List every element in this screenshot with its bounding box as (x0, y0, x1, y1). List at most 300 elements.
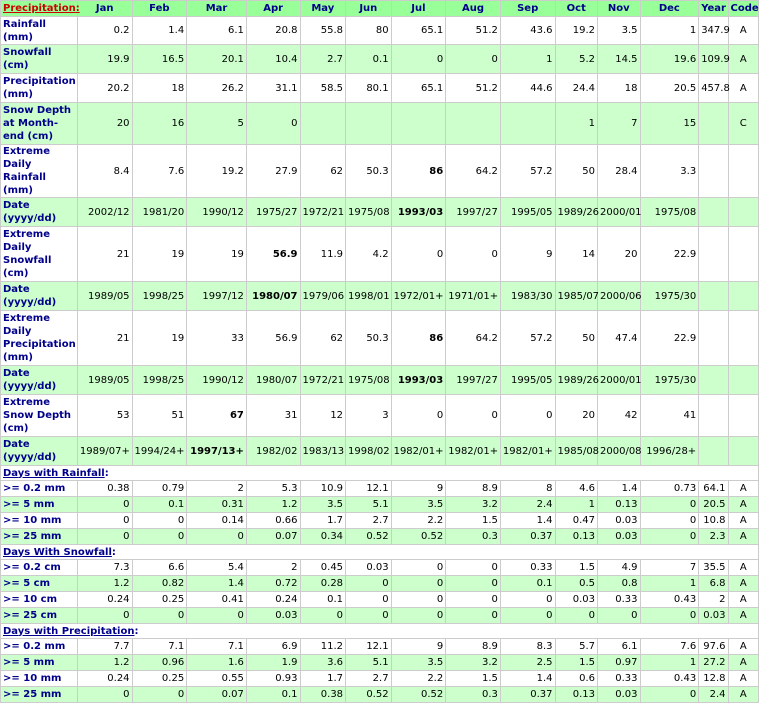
row-label: >= 5 cm (1, 576, 77, 591)
table-cell: 5.1 (346, 497, 391, 512)
table-cell: 0.1 (346, 45, 391, 73)
table-cell: 62 (301, 145, 346, 197)
section-header (1, 624, 758, 638)
table-cell: 5.3 (247, 481, 300, 496)
table-cell: 3.6 (301, 655, 346, 670)
table-row (1, 395, 758, 436)
table-row (1, 513, 758, 528)
table-cell: 1995/05 (501, 198, 555, 226)
table-row (1, 227, 758, 281)
table-cell: 0.34 (301, 529, 346, 544)
table-cell: 22.9 (641, 311, 699, 365)
table-cell: 0.5 (556, 576, 598, 591)
table-cell: 0.13 (556, 687, 598, 702)
table-cell: 3.5 (301, 497, 346, 512)
table-cell: 1989/05 (78, 366, 132, 394)
table-cell: 21 (78, 311, 132, 365)
table-row (1, 366, 758, 394)
table-cell: 1989/26 (556, 198, 598, 226)
table-cell: 0 (556, 608, 598, 623)
table-cell: 1983/13 (301, 437, 346, 465)
table-cell: 5.2 (556, 45, 598, 73)
row-label: >= 0.2 mm (1, 481, 77, 496)
col-year: Year (701, 3, 726, 14)
table-cell: 2.2 (392, 671, 446, 686)
table-cell: 20.5 (641, 74, 699, 102)
table-cell: A (729, 560, 758, 575)
table-cell: 19.6 (641, 45, 699, 73)
table-cell: 1 (641, 17, 699, 44)
section-title-precipitation (1, 1, 80, 16)
table-cell: 0.2 (78, 17, 132, 44)
table-cell: 0.79 (133, 481, 187, 496)
table-cell: 1.7 (301, 671, 346, 686)
table-cell: 1998/25 (133, 366, 187, 394)
table-cell: 1980/07 (247, 366, 300, 394)
table-cell: 1975/08 (641, 198, 699, 226)
row-label: Date (yyyy/dd) (1, 437, 77, 465)
row-label: Extreme Daily Snowfall (cm) (1, 227, 77, 281)
table-cell: 0 (133, 608, 187, 623)
table-row (1, 639, 758, 654)
table-cell: C (729, 103, 758, 144)
table-cell: 11.9 (301, 227, 346, 281)
table-cell: 6.6 (133, 560, 187, 575)
table-cell: 21 (78, 227, 132, 281)
table-cell: 0.93 (247, 671, 300, 686)
record-value: 86 (429, 165, 444, 177)
row-label: Rainfall (mm) (1, 17, 77, 44)
table-cell: 0 (641, 687, 699, 702)
table-cell: 1982/01+ (392, 437, 446, 465)
table-cell (699, 311, 727, 365)
table-cell: 0 (641, 513, 699, 528)
table-cell: A (729, 687, 758, 702)
section-header (1, 545, 758, 559)
table-cell: 347.9 (699, 17, 727, 44)
table-cell: 15 (641, 103, 699, 144)
table-cell: 0 (446, 45, 500, 73)
table-cell: 0 (78, 687, 132, 702)
table-cell: 0 (446, 560, 500, 575)
table-cell: A (729, 74, 758, 102)
table-cell: 2.4 (699, 687, 727, 702)
table-cell: 10.4 (247, 45, 300, 73)
table-cell: 0 (187, 529, 246, 544)
table-cell: 35.5 (699, 560, 727, 575)
table-cell (392, 198, 446, 226)
section-title (1, 624, 758, 638)
table-cell: 0 (641, 497, 699, 512)
table-cell: 0.3 (446, 687, 500, 702)
table-cell: 0.47 (556, 513, 598, 528)
table-cell (729, 282, 758, 310)
record-value: 67 (229, 410, 244, 421)
table-cell (729, 366, 758, 394)
table-row (1, 576, 758, 591)
table-cell: 0.43 (641, 671, 699, 686)
table-cell: 20.1 (187, 45, 246, 73)
table-cell: 0 (641, 529, 699, 544)
table-cell: 80 (346, 17, 391, 44)
table-cell: 0.31 (187, 497, 246, 512)
table-cell: 50 (556, 311, 598, 365)
table-cell: 31.1 (247, 74, 300, 102)
table-cell: 0 (133, 687, 187, 702)
table-cell: 18 (133, 74, 187, 102)
table-cell: A (729, 45, 758, 73)
col-aug: Aug (446, 1, 500, 16)
table-cell: 50.3 (346, 311, 391, 365)
table-cell: 20.8 (247, 17, 300, 44)
table-cell: 1.4 (133, 17, 187, 44)
table-cell: 1975/08 (346, 198, 391, 226)
table-cell: 4.6 (556, 481, 598, 496)
header-row (1, 1, 758, 16)
table-cell (392, 311, 446, 365)
table-cell: 1981/20 (133, 198, 187, 226)
table-cell: A (729, 592, 758, 607)
table-cell: 0.03 (598, 687, 640, 702)
table-cell: 0.03 (598, 513, 640, 528)
table-cell: 20 (598, 227, 640, 281)
table-cell (729, 227, 758, 281)
table-cell (392, 103, 446, 144)
row-label: Extreme Daily Precipitation (mm) (3, 313, 76, 363)
table-cell: 8 (501, 481, 555, 496)
table-cell: 19.2 (556, 17, 598, 44)
table-cell: 0.33 (598, 592, 640, 607)
table-cell: 1.9 (247, 655, 300, 670)
table-cell: 26.2 (187, 74, 246, 102)
table-cell: 28.4 (598, 145, 640, 197)
table-cell: 1.2 (247, 497, 300, 512)
table-cell: 50 (556, 145, 598, 197)
table-cell: 0 (392, 576, 446, 591)
table-cell: 11.2 (301, 639, 346, 654)
table-cell: 19.9 (78, 45, 132, 73)
table-cell: 1971/01+ (446, 282, 500, 310)
table-cell: 0.82 (133, 576, 187, 591)
table-cell (346, 103, 391, 144)
table-cell: 18 (598, 74, 640, 102)
table-cell: 41 (641, 395, 699, 436)
table-cell: 0.72 (247, 576, 300, 591)
table-cell: 0.1 (247, 687, 300, 702)
table-cell: 27.2 (699, 655, 727, 670)
table-cell: 3.5 (392, 497, 446, 512)
table-cell: 27.9 (247, 145, 300, 197)
table-cell: 0.25 (133, 671, 187, 686)
table-cell: 51.2 (446, 17, 500, 44)
table-row (1, 45, 758, 73)
table-cell: A (729, 671, 758, 686)
table-cell: 2002/12 (78, 198, 132, 226)
table-cell: 0 (247, 103, 300, 144)
table-cell: 1.5 (556, 655, 598, 670)
table-cell: 16.5 (133, 45, 187, 73)
table-cell: 14.5 (598, 45, 640, 73)
table-cell: 0.03 (598, 529, 640, 544)
table-cell: 1997/27 (446, 366, 500, 394)
table-cell: 1982/01+ (446, 437, 500, 465)
table-cell (729, 437, 758, 465)
record-value: 1980/07 (252, 290, 298, 302)
table-cell: 1.5 (446, 671, 500, 686)
table-cell: 0 (501, 395, 555, 436)
table-cell: 0 (392, 227, 446, 281)
table-cell: 2.7 (346, 671, 391, 686)
table-cell: 65.1 (392, 74, 446, 102)
table-cell: 8.3 (501, 639, 555, 654)
table-cell: A (729, 17, 758, 44)
row-label: >= 0.2 cm (1, 560, 77, 575)
table-cell: 0.6 (556, 671, 598, 686)
table-cell: 0 (346, 576, 391, 591)
table-cell: 10.8 (699, 513, 727, 528)
table-cell: 1.4 (598, 481, 640, 496)
table-cell: 0 (133, 513, 187, 528)
table-cell: 9 (392, 639, 446, 654)
row-label: >= 25 mm (1, 687, 77, 702)
table-cell: 0 (501, 592, 555, 607)
table-cell: 0.24 (78, 671, 132, 686)
table-cell: 1 (501, 45, 555, 73)
table-cell: 0.07 (187, 687, 246, 702)
table-cell: 64.2 (446, 145, 500, 197)
table-cell: 22.9 (641, 227, 699, 281)
table-cell: 0.03 (346, 560, 391, 575)
table-cell: A (729, 576, 758, 591)
table-cell: 0 (641, 608, 699, 623)
table-cell (699, 145, 727, 197)
table-cell (301, 103, 346, 144)
table-cell: 0 (392, 395, 446, 436)
table-cell: 0.33 (501, 560, 555, 575)
table-cell: 2000/01 (598, 198, 640, 226)
row-label: >= 25 cm (1, 608, 77, 623)
table-cell: 2.7 (346, 513, 391, 528)
table-cell: 7.6 (133, 145, 187, 197)
table-cell: 0.45 (301, 560, 346, 575)
table-cell: 0.66 (247, 513, 300, 528)
table-cell: 0.52 (392, 529, 446, 544)
table-cell (187, 437, 246, 465)
table-cell: 0 (501, 608, 555, 623)
table-cell (729, 145, 758, 197)
table-row (1, 103, 758, 144)
section-title-suffix: : (111, 546, 116, 558)
table-cell: 12.1 (346, 639, 391, 654)
table-cell: 62 (301, 311, 346, 365)
table-cell (699, 437, 727, 465)
table-cell: 24.4 (556, 74, 598, 102)
table-cell: 43.6 (501, 17, 555, 44)
table-cell: 0 (78, 513, 132, 528)
table-row (1, 145, 758, 197)
table-row (1, 592, 758, 607)
table-cell: 7.3 (78, 560, 132, 575)
row-label: Date (yyyy/dd) (1, 282, 77, 310)
table-cell: 19 (133, 227, 187, 281)
table-cell: 19 (187, 227, 246, 281)
table-cell: 1 (556, 103, 598, 144)
table-cell: 0.1 (301, 592, 346, 607)
table-cell: 1989/26 (556, 366, 598, 394)
table-cell: 1972/21 (301, 366, 346, 394)
table-cell: 2 (247, 560, 300, 575)
table-cell: 1990/12 (187, 198, 246, 226)
table-cell: 1.2 (78, 655, 132, 670)
table-cell: 1985/08 (556, 437, 598, 465)
table-cell: 0.37 (501, 529, 555, 544)
table-cell: 0.8 (598, 576, 640, 591)
table-cell: 0 (78, 529, 132, 544)
table-cell: 0 (392, 592, 446, 607)
col-jan: Jan (78, 1, 132, 16)
section-title-suffix: : (134, 625, 139, 637)
col-feb: Feb (133, 1, 187, 16)
table-cell: 20 (78, 103, 132, 144)
table-cell: 0.43 (641, 592, 699, 607)
table-cell: 1.4 (187, 576, 246, 591)
table-cell: 0 (446, 608, 500, 623)
table-cell: 1998/02 (346, 437, 391, 465)
table-cell: 56.9 (247, 311, 300, 365)
col-dec: Dec (641, 1, 699, 16)
table-row (1, 687, 758, 702)
row-label: Extreme Snow Depth (cm) (1, 395, 77, 436)
table-cell: 0.38 (301, 687, 346, 702)
table-cell: A (729, 481, 758, 496)
table-cell (699, 103, 727, 144)
table-cell: 64.1 (699, 481, 727, 496)
table-cell (699, 198, 727, 226)
record-value: 1997/13+ (190, 445, 244, 457)
table-cell: 16 (133, 103, 187, 144)
section-header (1, 466, 758, 480)
table-cell: 9 (392, 481, 446, 496)
table-cell: 64.2 (446, 311, 500, 365)
table-cell (699, 282, 727, 310)
section-title (1, 466, 758, 480)
row-label: Snowfall (cm) (1, 45, 77, 73)
table-cell: 1982/01+ (501, 437, 555, 465)
row-label: >= 25 mm (1, 529, 77, 544)
table-cell: 20 (556, 395, 598, 436)
table-cell: 1 (641, 576, 699, 591)
table-cell: 1983/30 (501, 282, 555, 310)
table-cell: 0.73 (641, 481, 699, 496)
table-cell: 0.52 (346, 687, 391, 702)
table-cell: 3.2 (446, 655, 500, 670)
table-cell: 0 (446, 576, 500, 591)
table-cell: 1996/28+ (641, 437, 699, 465)
table-cell: 1.6 (187, 655, 246, 670)
table-cell: 1989/05 (78, 282, 132, 310)
table-cell: 51 (133, 395, 187, 436)
table-cell: 0.14 (187, 513, 246, 528)
table-cell: 9 (501, 227, 555, 281)
table-cell: 5 (187, 103, 246, 144)
header-title: Precipitation (3, 3, 76, 14)
table-body (1, 1, 758, 702)
row-label: >= 5 mm (1, 655, 77, 670)
table-cell: 0.24 (78, 592, 132, 607)
row-label: >= 10 mm (1, 513, 77, 528)
row-label: >= 10 mm (1, 671, 77, 686)
table-cell (699, 366, 727, 394)
table-cell: 1979/06 (301, 282, 346, 310)
table-cell: 0.37 (501, 687, 555, 702)
table-cell: 3.3 (641, 145, 699, 197)
table-cell: 0 (78, 497, 132, 512)
table-cell: 0.13 (598, 497, 640, 512)
table-cell: A (729, 639, 758, 654)
table-row (1, 437, 758, 465)
table-cell: 1995/05 (501, 366, 555, 394)
table-cell: 0 (78, 608, 132, 623)
section-title-text: Days with Precipitation (3, 625, 135, 637)
table-cell: 0.03 (556, 592, 598, 607)
table-cell: 3 (346, 395, 391, 436)
table-cell: 0.96 (133, 655, 187, 670)
table-cell: 0.07 (247, 529, 300, 544)
table-cell: 0 (187, 608, 246, 623)
col-jul: Jul (392, 1, 446, 16)
table-cell: 2 (187, 481, 246, 496)
col-code: Code (730, 3, 759, 14)
table-cell: 1975/30 (641, 366, 699, 394)
table-cell (392, 145, 446, 197)
col-apr: Apr (247, 1, 300, 16)
table-cell: 1994/24+ (133, 437, 187, 465)
table-cell: A (729, 529, 758, 544)
table-cell: 6.1 (187, 17, 246, 44)
table-cell: 0.24 (247, 592, 300, 607)
table-cell (729, 311, 758, 365)
table-cell: 1972/21 (301, 198, 346, 226)
table-cell: 53 (78, 395, 132, 436)
table-cell (247, 282, 300, 310)
table-row (1, 282, 758, 310)
table-cell: 12 (301, 395, 346, 436)
table-cell: A (729, 608, 758, 623)
table-cell: 2.3 (699, 529, 727, 544)
table-cell: 0 (598, 608, 640, 623)
record-value: 1993/03 (397, 374, 444, 386)
table-cell: 1.7 (301, 513, 346, 528)
table-cell: 1975/08 (346, 366, 391, 394)
table-cell: 1990/12 (187, 366, 246, 394)
table-cell: 0 (446, 592, 500, 607)
table-cell: 51.2 (446, 74, 500, 102)
table-row (1, 311, 758, 365)
table-cell: 5.4 (187, 560, 246, 575)
table-cell: 0.1 (133, 497, 187, 512)
table-row (1, 608, 758, 623)
col-mar: Mar (187, 1, 246, 16)
table-cell: A (729, 655, 758, 670)
table-cell: 2.2 (392, 513, 446, 528)
table-cell: 20.2 (78, 74, 132, 102)
table-cell: 5.7 (556, 639, 598, 654)
table-cell: 7.6 (641, 639, 699, 654)
table-cell: 14 (556, 227, 598, 281)
table-cell: 65.1 (392, 17, 446, 44)
table-cell: 0 (301, 608, 346, 623)
table-cell: 5.1 (346, 655, 391, 670)
